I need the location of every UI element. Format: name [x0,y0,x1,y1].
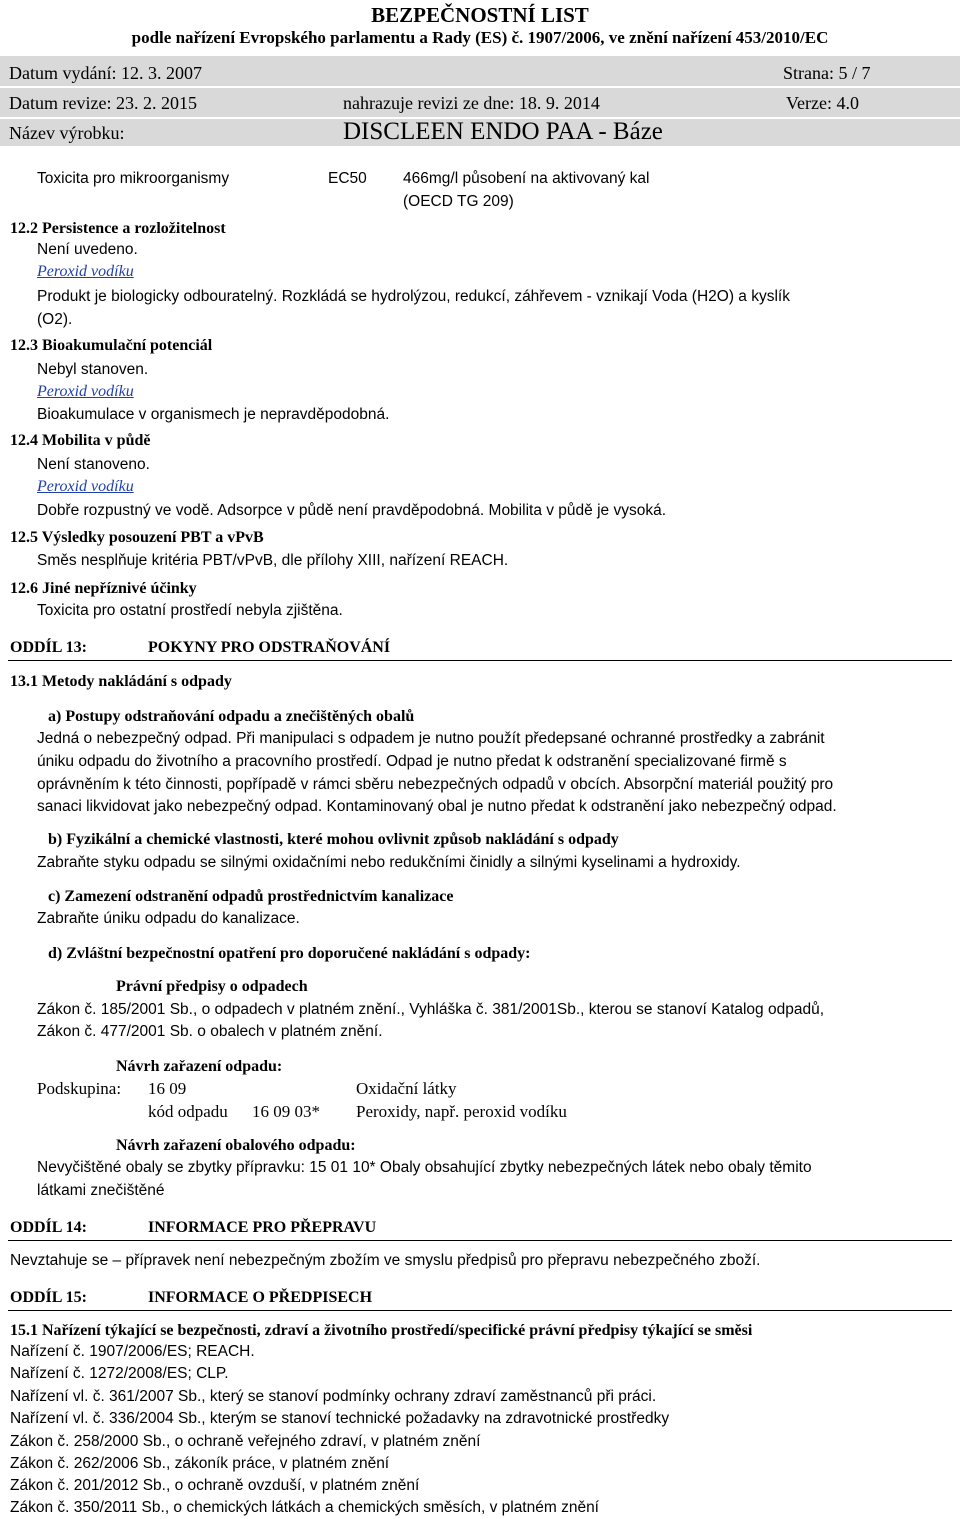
text-13-b: Zabraňte styku odpadu se silnými oxidačními nebo redukčními činidly a silnými kyselinami a hydroxidy. [37,854,741,871]
text-13-a-line: úniku odpadu do životního a pracovního prostředí. Odpad je nutno předat k odstranění specializované firmě s [37,753,787,770]
peroxide-link[interactable]: Peroxid vodíku [37,263,134,280]
heading-13-c: c) Zamezení odstranění odpadů prostřednictvím kanalizace [48,888,454,905]
packaging-line: látkami znečištěné [37,1182,165,1199]
regulation-line: Zákon č. 262/2006 Sb., zákoník práce, v platném znění [10,1455,390,1472]
packaging-line: Nevyčištěné obaly se zbytky přípravku: 15 01 10* Obaly obsahující zbytky nebezpečných látek nebo obaly těmito [37,1159,812,1176]
header-divider [0,86,960,88]
heading-12-2: 12.2 Persistence a rozložitelnost [10,220,226,237]
document-subtitle: podle nařízení Evropského parlamentu a Rady (ES) č. 1907/2006, ve znění nařízení 453/2010/EC [131,28,829,47]
heading-13-b: b) Fyzikální a chemické vlastnosti, které mohou ovlivnit způsob nakládání s odpady [48,831,619,848]
heading-12-3: 12.3 Bioakumulační potenciál [10,337,213,354]
tox-row-param: EC50 [328,170,367,187]
document-title: BEZPEČNOSTNÍ LIST [371,3,589,27]
law-heading: Právní předpisy o odpadech [116,978,308,995]
section-15-title: INFORMACE O PŘEDPISECH [148,1289,373,1306]
regulation-line: Zákon č. 258/2000 Sb., o ochraně veřejného zdraví, v platném znění [10,1433,481,1450]
product-name: DISCLEEN ENDO PAA - Báze [343,118,663,145]
law-line: Zákon č. 185/2001 Sb., o odpadech v platném znění., Vyhláška č. 381/2001Sb., kterou se stanoví Katalog odpadů, [37,1001,825,1018]
waste-code-label: kód odpadu [148,1102,228,1121]
regulation-line: Nařízení vl. č. 361/2007 Sb., který se stanoví podmínky ochrany zdraví zaměstnanců při práci. [10,1388,657,1405]
text-12-6: Toxicita pro ostatní prostředí nebyla zjištěna. [37,602,343,619]
text-12-4-b: Dobře rozpustný ve vodě. Adsorpce v půdě není pravděpodobná. Mobilita v půdě je vysoká. [37,502,667,519]
heading-15-1: 15.1 Nařízení týkající se bezpečnosti, zdraví a životního prostředí/specifické právní předpisy týkající se směsi [10,1322,753,1339]
regulation-line: Zákon č. 350/2011 Sb., o chemických látkách a chemických směsích, v platném znění [10,1499,599,1516]
peroxide-link[interactable]: Peroxid vodíku [37,383,134,400]
text-12-3-b: Bioakumulace v organismech je nepravděpodobná. [37,406,390,423]
section-14-title: INFORMACE PRO PŘEPRAVU [148,1219,377,1236]
text-12-2-a: Není uvedeno. [37,241,138,258]
section-divider [8,1310,952,1311]
regulation-line: Nařízení vl. č. 336/2004 Sb., kterým se stanoví technické požadavky na zdravotnické prostředky [10,1410,670,1427]
subgroup-code: 16 09 [148,1079,187,1098]
tox-row-label: Toxicita pro mikroorganismy [37,170,230,187]
subgroup-label: Podskupina: [37,1079,122,1098]
heading-13-a: a) Postupy odstraňování odpadu a znečištěných obalů [48,708,415,725]
page-number: Strana: 5 / 7 [783,63,871,83]
packaging-waste-heading: Návrh zařazení obalového odpadu: [116,1137,356,1154]
text-12-3-a: Nebyl stanoven. [37,361,149,378]
waste-code-name: Peroxidy, např. peroxid vodíku [356,1102,567,1121]
waste-classification-heading: Návrh zařazení odpadu: [116,1058,283,1075]
heading-13-d: d) Zvláštní bezpečnostní opatření pro doporučené nakládání s odpady: [48,945,531,962]
section-divider [8,660,952,661]
tox-row-method: (OECD TG 209) [403,193,514,210]
section-13-title: POKYNY PRO ODSTRAŇOVÁNÍ [148,639,391,656]
subgroup-name: Oxidační látky [356,1079,457,1098]
waste-code-value: 16 09 03* [252,1102,320,1121]
section-14-text: Nevztahuje se – přípravek není nebezpečným zbožím ve smyslu předpisů pro přepravu nebezpečného zboží. [10,1252,761,1269]
version: Verze: 4.0 [786,93,859,113]
section-14-number: ODDÍL 14: [10,1219,87,1236]
text-12-2-c: (O2). [37,311,73,328]
tox-row-value: 466mg/l působení na aktivovaný kal [403,170,650,187]
section-divider [8,1240,952,1241]
replaces-revision: nahrazuje revizi ze dne: 18. 9. 2014 [343,93,600,113]
text-13-a-line: oprávněním k této činnosti, popřípadě v rámci sběru nebezpečných odpadů v obcích. Absorpční materiál použitý pro [37,776,834,793]
regulation-line: Zákon č. 201/2012 Sb., o ochraně ovzduší, v platném znění [10,1477,420,1494]
regulation-line: Nařízení č. 1272/2008/ES; CLP. [10,1365,229,1382]
text-13-a-line: sanaci likvidovat jako nebezpečný odpad. Kontaminovaný obal je nutno předat k odstranění jako nebezpečný odpad. [37,798,837,815]
section-15-number: ODDÍL 15: [10,1289,87,1306]
product-label: Název výrobku: [9,123,125,143]
issue-date: Datum vydání: 12. 3. 2007 [9,63,202,83]
regulation-line: Nařízení č. 1907/2006/ES; REACH. [10,1343,255,1360]
section-13-number: ODDÍL 13: [10,639,87,656]
text-12-5: Směs nesplňuje kritéria PBT/vPvB, dle přílohy XIII, nařízení REACH. [37,552,509,569]
peroxide-link[interactable]: Peroxid vodíku [37,478,134,495]
revision-date: Datum revize: 23. 2. 2015 [9,93,197,113]
text-12-2-b: Produkt je biologicky odbouratelný. Rozkládá se hydrolýzou, redukcí, záhřevem - vznikají Voda (H2O) a kyslík [37,288,790,305]
text-12-4-a: Není stanoveno. [37,456,150,473]
heading-12-5: 12.5 Výsledky posouzení PBT a vPvB [10,529,264,546]
law-line: Zákon č. 477/2001 Sb. o obalech v platném znění. [37,1023,383,1040]
heading-13-1: 13.1 Metody nakládání s odpady [10,673,232,690]
text-13-a-line: Jedná o nebezpečný odpad. Při manipulaci s odpadem je nutno použít předepsané ochranné prostředky a zabránit [37,730,825,747]
heading-12-4: 12.4 Mobilita v půdě [10,432,151,449]
heading-12-6: 12.6 Jiné nepříznivé účinky [10,580,197,597]
text-13-c: Zabraňte úniku odpadu do kanalizace. [37,910,300,927]
